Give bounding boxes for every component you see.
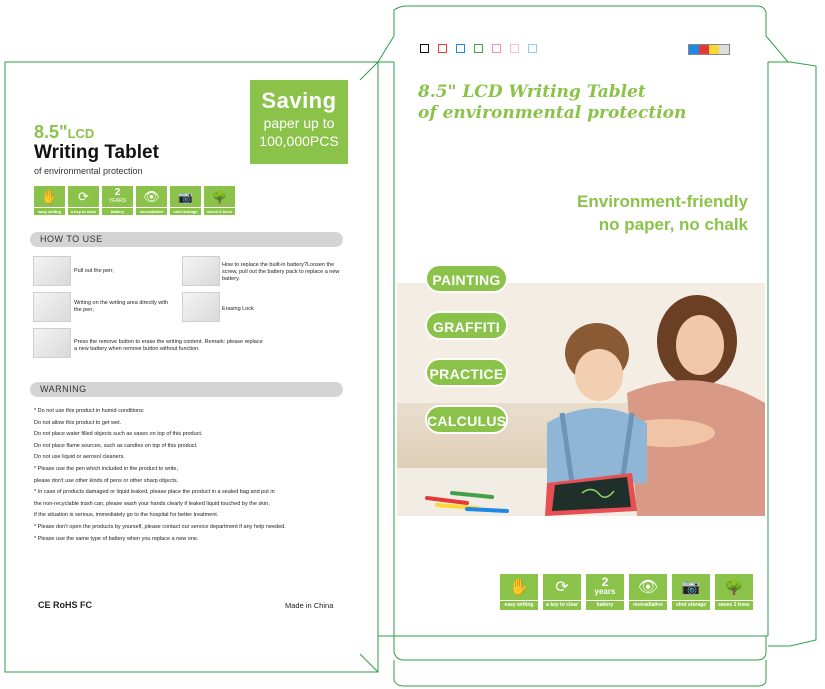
- slogan-line-2: no paper, no chalk: [598, 215, 748, 234]
- pill-graffiti: GRAFFITI: [425, 311, 508, 340]
- size-unit: LCD: [67, 126, 95, 141]
- feature-label: a key to clear: [543, 601, 581, 610]
- warning-line: Do not place flame sources, such as candles on top of this product.: [34, 442, 198, 449]
- color-mark: [474, 44, 483, 53]
- warning-line: * Do not use this product in humid conditions:: [34, 408, 145, 414]
- warning-line: if the situation is serious, immediately go to the hospital for better treatment.: [34, 512, 219, 519]
- color-mark: [420, 44, 429, 53]
- pill-calculus: CALCULUS: [425, 405, 508, 434]
- warning-line: the non-recyclable trash can, please wash your hands clearly if leaked liquid touched by the skin,: [34, 500, 270, 507]
- step-lock-image: [182, 292, 220, 322]
- warning-heading: WARNING: [30, 382, 343, 397]
- step-pull-pen-image: [33, 256, 71, 286]
- how-to-use-heading: HOW TO USE: [30, 232, 343, 247]
- battery-years-icon: [102, 186, 133, 207]
- battery-years-number: 2: [601, 575, 609, 589]
- made-in-label: Made in China: [285, 601, 334, 610]
- slogan-line-1: Environment-friendly: [577, 192, 748, 211]
- refresh-icon: ⟳: [543, 574, 581, 600]
- step-text: Pull out the pen;: [74, 268, 114, 274]
- feature-label: battery: [102, 208, 133, 215]
- battery-years-icon: [586, 574, 624, 600]
- hand-icon: ✋: [500, 574, 538, 600]
- feature-nonradiative: [629, 574, 667, 610]
- trees-icon: 🌳: [715, 574, 753, 600]
- product-title: Writing Tablet: [34, 142, 159, 163]
- warning-line: * Please don't open the products by yourself, please contact our service department if any help needed.: [34, 523, 286, 530]
- warning-list: [34, 406, 344, 545]
- product-size: [34, 122, 94, 143]
- back-feature-row: [34, 186, 235, 215]
- saving-line-1: paper up to: [263, 115, 335, 131]
- warning-line: Do not allow this product to get wet.: [34, 419, 122, 426]
- feature-label: a key to clear: [68, 208, 99, 215]
- battery-years-number: 2: [114, 186, 121, 198]
- eye-icon: 👁: [136, 186, 167, 207]
- step-erase-image: [33, 328, 71, 358]
- color-mark: [438, 44, 447, 53]
- feature-label: saves 3 trees: [715, 601, 753, 610]
- feature-label: saves 3 trees: [204, 208, 235, 215]
- camera-icon: 📷: [170, 186, 201, 207]
- feature-shot-storage: [170, 186, 201, 215]
- feature-key-to-clear: [68, 186, 99, 215]
- pill-practice: PRACTICE: [425, 358, 508, 387]
- warning-line: Do not place water filled objects such as vases on top of this product.: [34, 431, 203, 438]
- camera-icon: 📷: [672, 574, 710, 600]
- saving-line-2: 100,000PCS: [259, 133, 339, 149]
- feature-label: nonradiative: [629, 601, 667, 610]
- feature-nonradiative: [136, 186, 167, 215]
- trees-icon: 🌳: [204, 186, 235, 207]
- product-subtitle: of environmental protection: [34, 166, 143, 176]
- warning-line: Do not use liquid or aerosol cleaners.: [34, 454, 125, 461]
- color-mark: [492, 44, 501, 53]
- front-feature-row: [500, 574, 753, 610]
- feature-label: shot storage: [672, 601, 710, 610]
- color-bar-mark: [688, 44, 730, 55]
- feature-battery: [586, 574, 624, 610]
- size-value: 8.5": [34, 122, 68, 142]
- front-title-line-2: of environmental protection: [418, 103, 687, 123]
- feature-label: shot storage: [170, 208, 201, 215]
- front-slogan: [470, 190, 748, 236]
- step-text: Writing on the writing area directly with the pen;: [74, 300, 169, 313]
- warning-line: * Please use the same type of battery when you replace a new one.: [34, 535, 199, 542]
- feature-shot-storage: [672, 574, 710, 610]
- warning-line: please don't use other kinds of pens or other sharp objects.: [34, 477, 179, 484]
- color-mark: [528, 44, 537, 53]
- step-writing-image: [33, 292, 71, 322]
- pill-painting: PAINTING: [425, 264, 508, 293]
- step-battery-image: [182, 256, 220, 286]
- front-title-line-1: 8.5" LCD Writing Tablet: [418, 82, 646, 102]
- hand-icon: ✋: [34, 186, 65, 207]
- feature-label: nonradiative: [136, 208, 167, 215]
- feature-battery: [102, 186, 133, 215]
- step-text: Press the remove button to erase the writing content. Remark: please replace a new battery when remove button without function.: [74, 339, 263, 352]
- feature-label: battery: [586, 601, 624, 610]
- feature-saves-trees: [204, 186, 235, 215]
- color-mark: [510, 44, 519, 53]
- warning-line: * In case of products damaged or liquid leaked, please place the product in a sealed bag and put in: [34, 489, 275, 496]
- eye-icon: 👁: [629, 574, 667, 600]
- print-color-marks: [420, 44, 537, 53]
- feature-saves-trees: [715, 574, 753, 610]
- feature-easy-writing: [34, 186, 65, 215]
- certification-marks: CE RoHS FC: [38, 600, 92, 610]
- front-title: [418, 82, 686, 124]
- feature-label: easy writing: [34, 208, 65, 215]
- warning-line: * Please use the pen which included in the product to write,: [34, 465, 179, 472]
- feature-label: easy writing: [500, 601, 538, 610]
- step-text: Erasing Lock: [222, 306, 254, 312]
- color-mark: [456, 44, 465, 53]
- step-text: How to replace the built-in battery?Loosen the screw, pull out the battery pack to replace a new battery.: [222, 262, 340, 282]
- feature-easy-writing: [500, 574, 538, 610]
- battery-years-unit: YEARS: [109, 197, 126, 204]
- saving-badge: [250, 80, 348, 164]
- saving-title: Saving: [261, 88, 337, 113]
- battery-years-unit: years: [594, 587, 616, 596]
- refresh-icon: ⟳: [68, 186, 99, 207]
- feature-key-to-clear: [543, 574, 581, 610]
